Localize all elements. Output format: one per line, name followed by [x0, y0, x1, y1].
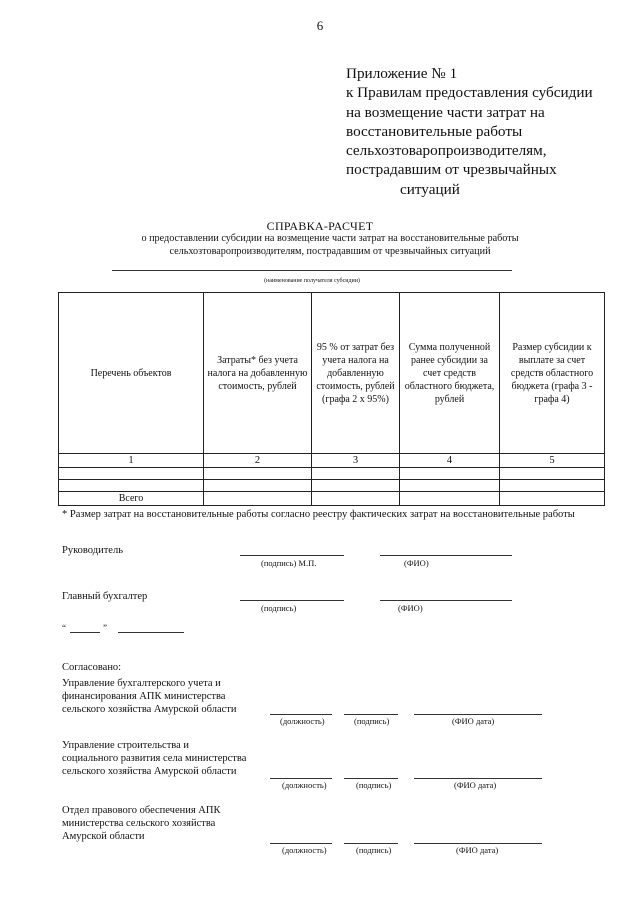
head-label: Руководитель — [62, 545, 123, 556]
table-cell[interactable] — [312, 468, 400, 480]
appendix-line: пострадавшим от чрезвычайных — [346, 161, 557, 179]
table-cell[interactable] — [400, 468, 500, 480]
column-number: 4 — [400, 454, 500, 468]
column-number: 2 — [204, 454, 312, 468]
department-3-position-line[interactable] — [270, 843, 332, 844]
table-cell[interactable] — [204, 468, 312, 480]
date-quote-open: “ — [62, 623, 66, 633]
table-cell[interactable] — [500, 480, 605, 492]
header-cell: Перечень объектов — [59, 293, 204, 454]
head-signature-line[interactable] — [240, 555, 344, 556]
table-cell[interactable] — [312, 492, 400, 506]
column-number: 5 — [500, 454, 605, 468]
department-1 — [62, 677, 236, 716]
appendix-heading — [346, 64, 636, 199]
department-1-cap-sign: (подпись) — [354, 716, 390, 726]
appendix-line: на возмещение части затрат на — [346, 103, 545, 121]
accountant-label: Главный бухгалтер — [62, 591, 148, 602]
department-2-cap-sign: (подпись) — [356, 780, 392, 790]
department-line: Отдел правового обеспечения АПК — [62, 805, 221, 816]
column-number: 1 — [59, 454, 204, 468]
table-row — [59, 468, 605, 480]
column-number: 3 — [312, 454, 400, 468]
department-1-cap-position: (должность) — [280, 716, 325, 726]
department-line: сельского хозяйства Амурской области — [62, 766, 237, 777]
accountant-signature-line[interactable] — [240, 600, 344, 601]
document-title: СПРАВКА-РАСЧЕТ — [266, 219, 374, 233]
head-name-line[interactable] — [380, 555, 512, 556]
table-cell[interactable] — [204, 492, 312, 506]
department-3-cap-position: (должность) — [282, 845, 327, 855]
page-number: 6 — [316, 18, 324, 33]
accountant-name-line[interactable] — [380, 600, 512, 601]
approval-heading: Согласовано: — [62, 662, 122, 673]
date-quote-close: ” — [103, 623, 107, 633]
table-row — [59, 480, 605, 492]
department-2-name-date-line[interactable] — [414, 778, 542, 779]
table-cell[interactable] — [59, 480, 204, 492]
table-header-row — [59, 293, 605, 454]
calculation-table — [58, 292, 605, 506]
department-3-cap-sign: (подпись) — [356, 845, 392, 855]
recipient-name-line — [112, 270, 512, 271]
total-row — [59, 492, 605, 506]
department-1-position-line[interactable] — [270, 714, 332, 715]
footnote: * Размер затрат на восстановительные работы согласно реестру фактических затрат на восстановительные работы — [62, 509, 575, 520]
department-2-position-line[interactable] — [270, 778, 332, 779]
appendix-line: Приложение № 1 — [346, 65, 458, 82]
department-line: Управление строительства и — [62, 740, 190, 751]
department-line: Управление бухгалтерского учета и — [62, 678, 221, 689]
table-cell[interactable] — [59, 468, 204, 480]
date-day-line[interactable] — [70, 632, 100, 633]
header-cell: Сумма полученной ранее субсидии за счет средств областного бюджета, рублей — [400, 293, 500, 454]
appendix-line: к Правилам предоставления субсидии — [346, 84, 593, 102]
department-2 — [62, 739, 246, 778]
subtitle-line: сельхозтоваропроизводителям, пострадавшим от чрезвычайных ситуаций — [169, 246, 491, 257]
department-1-signature-line[interactable] — [344, 714, 398, 715]
department-1-name-date-line[interactable] — [414, 714, 542, 715]
head-name-caption: (ФИО) — [404, 558, 429, 568]
appendix-line: ситуаций — [400, 180, 460, 198]
table-cell[interactable] — [400, 480, 500, 492]
department-3 — [62, 804, 220, 843]
department-line: финансирования АПК министерства — [62, 691, 226, 702]
department-line: сельского хозяйства Амурской области — [62, 704, 237, 715]
accountant-sign-caption: (подпись) — [261, 603, 297, 613]
column-number-row — [59, 454, 605, 468]
department-3-cap-name-date: (ФИО дата) — [456, 845, 499, 855]
table-cell[interactable] — [400, 492, 500, 506]
department-line: Амурской области — [62, 831, 145, 842]
department-2-signature-line[interactable] — [344, 778, 398, 779]
document-subtitle — [60, 232, 600, 258]
table-cell[interactable] — [312, 480, 400, 492]
subtitle-line: о предоставлении субсидии на возмещение части затрат на восстановительные работы — [141, 233, 519, 244]
accountant-name-caption: (ФИО) — [398, 603, 423, 613]
department-3-signature-line[interactable] — [344, 843, 398, 844]
table-cell[interactable] — [500, 492, 605, 506]
table-cell[interactable] — [204, 480, 312, 492]
department-line: социального развития села министерства — [62, 753, 247, 764]
total-label: Всего — [59, 492, 204, 506]
department-3-name-date-line[interactable] — [414, 843, 542, 844]
header-cell: 95 % от затрат без учета налога на добавленную стоимость, рублей (графа 2 х 95%) — [312, 293, 400, 454]
header-cell: Размер субсидии к выплате за счет средств областного бюджета (графа 3 - графа 4) — [500, 293, 605, 454]
department-2-cap-position: (должность) — [282, 780, 327, 790]
department-1-cap-name-date: (ФИО дата) — [452, 716, 495, 726]
department-line: министерства сельского хозяйства — [62, 818, 216, 829]
appendix-line: восстановительные работы — [346, 122, 523, 140]
recipient-caption: (наименование получателя субсидии) — [264, 278, 360, 284]
appendix-line: сельхозтоваропроизводителям, — [346, 142, 547, 160]
department-2-cap-name-date: (ФИО дата) — [454, 780, 497, 790]
header-cell: Затраты* без учета налога на добавленную стоимость, рублей — [204, 293, 312, 454]
table-cell[interactable] — [500, 468, 605, 480]
head-sign-caption: (подпись) М.П. — [261, 558, 317, 568]
date-month-line[interactable] — [118, 632, 184, 633]
